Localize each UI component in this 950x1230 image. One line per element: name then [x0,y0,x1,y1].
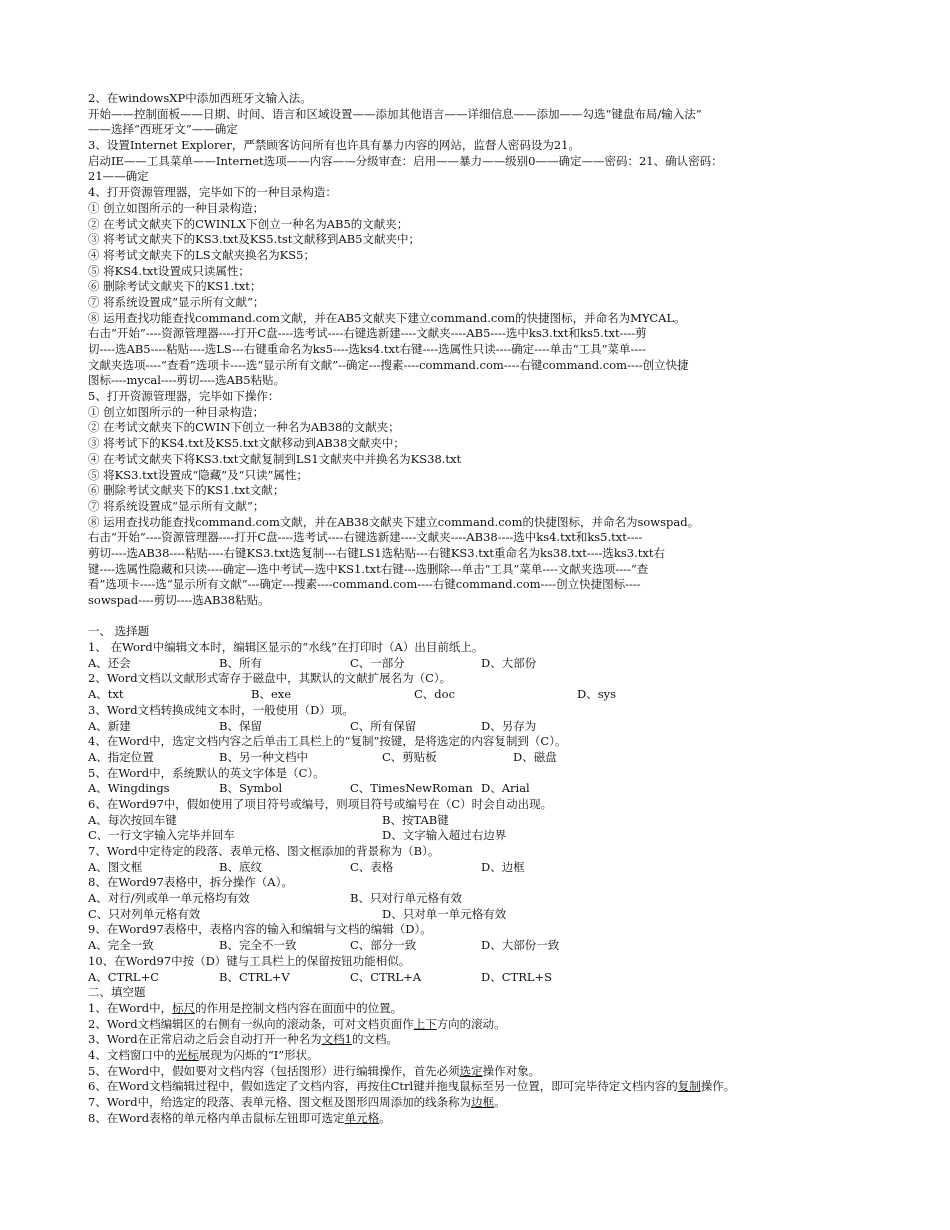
text-line: ⑥ 删除考试文献夹下的KS1.txt文献； [88,483,285,498]
question-text: 5、在Word中，系统默认的英文字体是（C）。 [88,765,325,780]
option-c: C、一部分 [350,655,405,670]
option-c: C、部分一致 [350,938,417,953]
text-line: 21——确定 [88,169,149,184]
option-b: B、按TAB键 [382,812,449,827]
answer-underlined: 复制 [677,1079,701,1094]
answer-options [88,813,868,829]
text-line: ⑦ 将系统设置成“显示所有文献”； [88,498,265,513]
question-text: 4、文档窗口中的 [88,1047,176,1062]
operation-section [88,91,868,609]
text-line: ② 在考试文献夹下的CWIN下创立一种名为AB38的文献夹； [88,420,400,435]
text-line: ⑥ 删除考试文献夹下的KS1.txt； [88,279,262,294]
answer-options [88,891,868,907]
answer-underlined: 选定 [459,1063,483,1078]
text-line: ② 在考试文献夹下的CWINLX下创立一种名为AB5的文献夹； [88,216,409,231]
text-line: 5、打开资源管理器，完毕如下操作： [88,389,280,404]
question-text: 1、在Word中， [88,1000,173,1015]
option-b: B、exe [251,687,292,702]
question-text: 6、在Word文档编辑过程中，假如选定了文档内容，再按住Ctrl键并拖曳鼠标至另一位置，即可完毕待定文档内容的 [88,1079,678,1094]
fill-question [88,1017,868,1033]
question-text: 6、在Word97中，假如使用了项目符号或编号，则项目符号或编号在（C）时会自动出现。 [88,796,553,811]
option-b: B、只对行单元格有效 [350,891,462,906]
question-text: 。 [494,1095,506,1109]
text-line: ④ 在考试文献夹下将KS3.txt文献复制到LS1文献夹中并换名为KS38.txt [88,451,462,466]
option-a: A、完全一致 [88,938,154,953]
option-d: D、文字输入超过右边界 [382,828,507,843]
option-a: A、CTRL+C [88,969,160,984]
option-b: B、CTRL+V [219,969,290,984]
question-text: 操作。 [700,1079,736,1094]
option-a: A、指定位置 [88,749,154,764]
question-text: 方向的滚动。 [436,1016,506,1031]
option-d: D、边框 [481,859,525,874]
text-line: ⑤ 将KS4.txt设置成只读属性； [88,263,250,278]
question-text: 的文档。 [351,1032,398,1047]
question-text: 8、在Word97表格中，拆分操作（A）。 [88,875,293,890]
answer-options [88,970,868,986]
question-text: 的作用是控制文档内容在面面中的位置。 [195,1000,403,1015]
option-a: A、对行/列或单一单元格均有效 [88,891,250,906]
answer-options [88,750,868,766]
option-b: B、另一种文档中 [219,749,308,764]
question-text: 4、在Word中，选定文档内容之后单击工具栏上的“复制”按键，是将选定的内容复制到（C）。 [88,734,567,749]
text-line: 3、设置Internet Explorer，严禁顾客访问所有也许具有暴力内容的网站，监督人密码设为21。 [88,138,580,153]
fill-question [88,1032,868,1048]
text-line: ——选择“西班牙文”——确定 [88,122,238,137]
fill-question [88,1079,868,1095]
text-line: 图标----mycal----剪切----选AB5粘贴。 [88,373,286,388]
document-body [88,91,868,1126]
text-line: ⑤ 将KS3.txt设置成“隐藏”及“只读”属性； [88,467,308,482]
option-d: D、Arial [481,781,530,796]
text-line: 右击“开始”----资源管理器----打开C盘----选考试----右键选新建----文献夹----AB38----选中ks4.txt和ks5.txt---- [88,530,643,545]
text-line: 看”选项卡----选“显示所有文献”---确定---搜素----command.com----右键command.com----创立快捷图标---- [88,577,641,592]
option-c: C、doc [414,687,456,702]
question-text: 5、在Word中，假如要对文档内容（包括图形）进行编辑操作，首先必须 [88,1063,460,1078]
option-a: A、Wingdings [88,781,170,796]
text-line: 4、打开资源管理器，完毕如下的一种目录构造： [88,185,337,200]
option-d: D、CTRL+S [481,969,552,984]
answer-underlined: 文档1 [321,1032,352,1047]
option-d: D、磁盘 [513,749,557,764]
question-text: 9、在Word97表格中，表格内容的输入和编辑与文档的编辑（D）。 [88,922,432,937]
text-line: 键----选属性隐藏和只读----确定—选中考试—选中KS1.txt右键---选删除---单击“工具”菜单----文献夹选项----“查 [88,561,649,576]
section-heading: 一、 选择题 [88,624,150,639]
answer-options [88,687,868,703]
option-d: D、另存为 [481,718,537,733]
option-c: C、剪贴板 [382,749,437,764]
option-b: B、保留 [219,718,262,733]
text-line: ④ 将考试文献夹下的LS文献夹换名为KS5； [88,247,315,262]
text-line: 2、在windowsXP中添加西班牙文输入法。 [88,91,312,105]
option-d: D、大部份一致 [481,938,560,953]
answer-underlined: 标尺 [172,1000,196,1015]
section-heading: 二、填空题 [88,985,146,1000]
text-line: sowspad----剪切----选AB38粘贴。 [88,593,270,607]
text-line: 文献夹选项----“查看”选项卡----选“显示所有文献”--确定---搜素----command.com----右键command.com----创立快捷 [88,357,689,372]
text-line: 启动IE——工具菜单——Internet选项——内容——分级审查：启用——暴力——级别0——确定——密码：21、确认密码： [88,153,723,168]
text-line: 开始——控制面板——日期、时间、语言和区域设置——添加其他语言——详细信息——添加——勾选“键盘布局/输入法” [88,106,702,121]
option-a: A、txt [88,687,124,702]
fill-question [88,1095,868,1111]
fill-question [88,1064,868,1080]
question-text: 展现为闪烁的“I”形状。 [198,1047,319,1062]
question-text: 10、在Word97中按（D）键与工具栏上的保留按钮功能相似。 [88,953,411,968]
option-b: B、Symbol [219,781,283,796]
answer-options [88,828,868,844]
option-a: A、还会 [88,655,131,670]
text-line: ⑦ 将系统设置成“显示所有文献”； [88,294,265,309]
answer-underlined: 光标 [175,1047,199,1062]
option-d: D、只对单一单元格有效 [382,906,507,921]
option-b: B、完全不一致 [219,938,297,953]
answer-options [88,938,868,954]
option-c: C、TimesNewRoman [350,781,473,796]
text-line: 切----选AB5----粘贴----选LS---右键重命名为ks5----选ks4.txt右键----选属性只读----确定----单击“工具”菜单---- [88,342,647,356]
text-line: ③ 将考试下的KS4.txt及KS5.txt文献移动到AB38文献夹中； [88,436,405,451]
option-b: B、底纹 [219,859,262,874]
text-line: ⑧ 运用查找功能查找command.com文献，并在AB38文献夹下建立command.com的快捷图标，并命名为sowspad。 [88,514,700,529]
option-c: C、一行文字输入完毕并回车 [88,828,235,843]
text-line: ① 创立如图所示的一种目录构造； [88,200,265,215]
question-text: 7、Word中，给选定的段落、表单元格、图文框及图形四周添加的线条称为 [88,1095,472,1109]
blank-line [88,609,868,625]
option-d: D、大部份 [481,655,537,670]
text-line: ③ 将考试文献夹下的KS3.txt及KS5.tst文献移到AB5文献夹中； [88,232,420,247]
text-line: ① 创立如图所示的一种目录构造； [88,404,265,419]
answer-options [88,781,868,797]
answer-options [88,860,868,876]
option-c: C、所有保留 [350,718,417,733]
answer-underlined: 单元格 [344,1110,380,1125]
question-text: 7、Word中定待定的段落、表单元格、图文框添加的背景称为（B）。 [88,844,440,858]
fill-blank-section [88,985,868,1126]
option-b: B、所有 [219,655,262,670]
fill-question [88,1111,868,1127]
question-text: 。 [379,1110,391,1125]
text-line: 剪切----选AB38----粘贴----右键KS3.txt选复制---右键LS1选粘贴---右键KS3.txt重命名为ks38.txt----选ks3.txt右 [88,545,666,560]
option-c: C、CTRL+A [350,969,422,984]
question-text: 2、Word文档以文献形式寄存于磁盘中，其默认的文献扩展名为（C）。 [88,671,452,686]
option-a: A、新建 [88,718,131,733]
question-text: 3、Word文档转换成纯文本时，一般使用（D）项。 [88,702,354,717]
answer-underlined: 上下 [413,1016,437,1031]
answer-underlined: 边框 [471,1095,495,1109]
text-line: 右击“开始”----资源管理器----打开C盘----选考试----右键选新建----文献夹----AB5----选中ks3.txt和ks5.txt----剪 [88,326,647,341]
question-text: 操作对象。 [482,1063,541,1078]
option-c: C、只对列单元格有效 [88,906,201,921]
answer-options [88,719,868,735]
answer-options [88,907,868,923]
text-line: ⑧ 运用查找功能查找command.com文献，并在AB5文献夹下建立command.com的快捷图标，并命名为MYCAL。 [88,310,686,325]
fill-question [88,1001,868,1017]
option-a: A、每次按回车键 [88,812,177,827]
question-text: 3、Word在正常启动之后会自动打开一种名为 [88,1032,322,1047]
question-text: 2、Word文档编辑区的右侧有一纵向的滚动条，可对文档页面作 [88,1016,414,1031]
choice-section [88,624,868,985]
option-a: A、图文框 [88,859,143,874]
option-d: D、sys [577,687,617,702]
answer-options [88,656,868,672]
question-text: 1、 在Word中编辑文本时，编辑区显示的“水线”在打印时（A）出目前纸上。 [88,640,484,655]
option-c: C、表格 [350,859,394,874]
fill-question [88,1048,868,1064]
question-text: 8、在Word表格的单元格内单击鼠标左钮即可选定 [88,1110,345,1125]
